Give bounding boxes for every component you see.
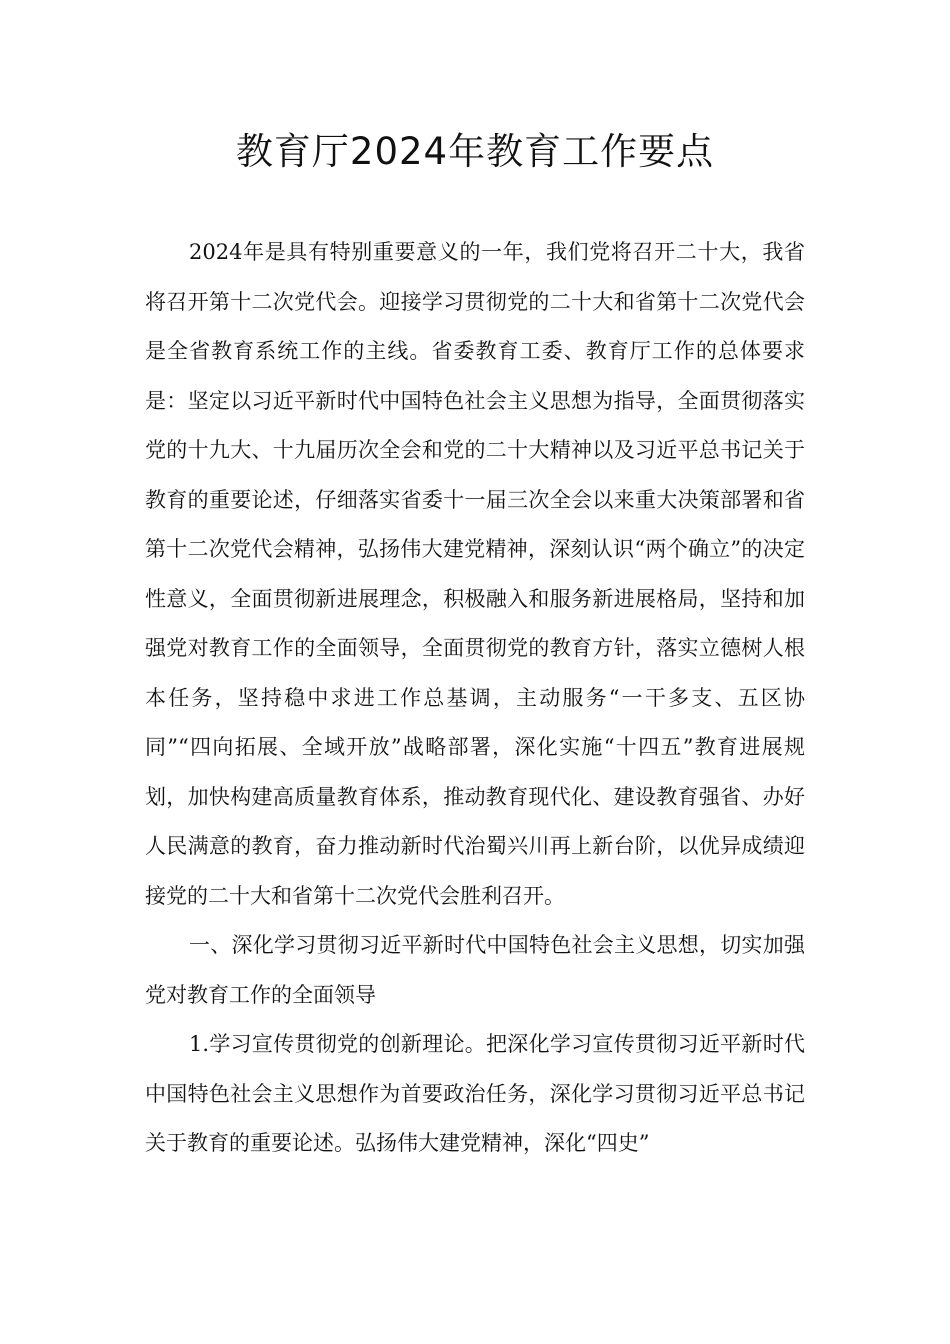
document-body — [145, 228, 805, 1169]
document-title: 教育厅2024年教育工作要点 — [235, 130, 715, 173]
paragraph-intro: 2024年是具有特别重要意义的一年，我们党将召开二十大，我省将召开第十二次党代会。迎接学习贯彻党的二十大和省第十二次党代会是全省教育系统工作的主线。省委教育工委、教育厅工作的总体要求是：坚定以习近平新时代中国特色社会主义思想为指导，全面贯彻落实党的十九大、十九届历次全会和党的二十大精神以及习近平总书记关于教育的重要论述，仔细落实省委十一届三次全会以来重大决策部署和省第十二次党代会精神，弘扬伟大建党精神，深刻认识“两个确立”的决定性意义，全面贯彻新进展理念，积极融入和服务新进展格局，坚持和加强党对教育工作的全面领导，全面贯彻党的教育方针，落实立德树人根本任务，坚持稳中求进工作总基调，主动服务“一干多支、五区协同”“四向拓展、全域开放”战略部署，深化实施“十四五”教育进展规划，加快构建高质量教育体系，推动教育现代化、建设教育强省、办好人民满意的教育，奋力推动新时代治蜀兴川再上新台阶，以优异成绩迎接党的二十大和省第十二次党代会胜利召开。 — [145, 240, 805, 908]
section-heading-1: 一、深化学习贯彻习近平新时代中国特色社会主义思想，切实加强党对教育工作的全面领导 — [145, 933, 805, 1007]
paragraph-item-1: 1.学习宣传贯彻党的创新理论。把深化学习宣传贯彻习近平新时代中国特色社会主义思想作为首要政治任务，深化学习贯彻习近平总书记关于教育的重要论述。弘扬伟大建党精神，深化“四史” — [145, 1032, 805, 1155]
